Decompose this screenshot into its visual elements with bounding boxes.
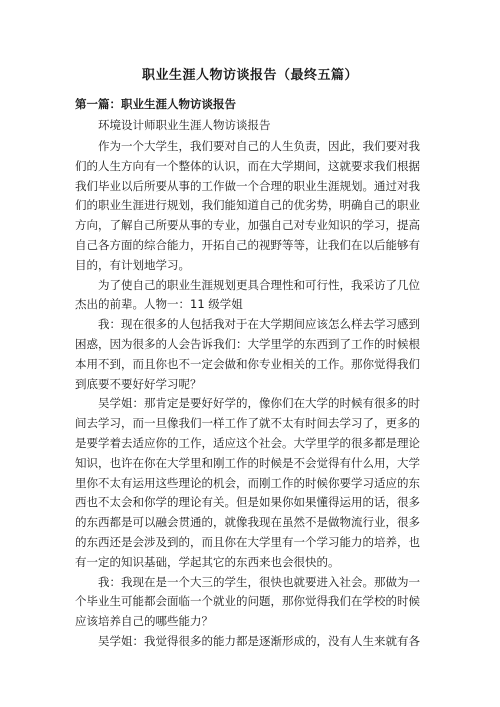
paragraph: [75, 632, 425, 652]
paragraph: [75, 573, 425, 632]
paragraph-line: 自己各方面的综合能力，开拓自己的视野等等，让我们在以后能够有: [75, 237, 420, 252]
paragraph: [75, 315, 425, 394]
paragraph-line: 我：我现在是一个大三的学生，很快也就要进入社会。那做为一: [98, 574, 420, 589]
paragraph-line: 我：现在很多的人包括我对于在大学期间应该怎么样去学习感到: [98, 317, 420, 332]
paragraph-line: 有一定的知识基础，学起其它的东西来也会很快的。: [75, 554, 340, 569]
paragraph-line: 应该培养自己的哪些能力？: [75, 614, 213, 629]
sub-heading: 环境设计师职业生涯人物访谈报告: [98, 118, 271, 132]
paragraph-line: 吴学姐：那肯定是要好好学的，像你们在大学的时候有很多的时: [98, 396, 420, 411]
paragraph-line: 本用不到，而且你也不一定会做和你专业相关的工作。那你觉得我们: [75, 356, 420, 371]
paragraph-line: 个毕业生可能都会面临一个就业的问题，那你觉得我们在学校的时候: [75, 594, 420, 609]
paragraph-line: 知识，也许在你在大学里和刚工作的时候是不会觉得有什么用，大学: [75, 455, 420, 470]
paragraph-line: 杰出的前辈。人物一：11 级学姐: [75, 297, 243, 312]
paragraph-line: 为了使自己的职业生涯规划更具合理性和可行性，我采访了几位: [98, 277, 420, 292]
paragraph: [75, 394, 425, 572]
paragraph: [75, 137, 425, 276]
paragraph-line: 们的职业生涯进行规划，我们能知道自己的优劣势，明确自己的职业: [75, 198, 420, 213]
paragraph-line: 困惑，因为很多的人会告诉我们：大学里学的东西到了工作的时候根: [75, 336, 420, 351]
document-body: [75, 137, 425, 652]
paragraph-line: 里你不太有运用这些理论的机会，而刚工作的时候你要学习适应的东: [75, 475, 420, 490]
paragraph: [75, 276, 425, 316]
paragraph-line: 吴学姐：我觉得很多的能力都是逐渐形成的，没有人生来就有各: [98, 633, 420, 648]
paragraph-line: 间去学习，而一旦像我们一样工作了就不太有时间去学习了，更多的: [75, 416, 420, 431]
paragraph-line: 的东西还是会涉及到的，而且你在大学里有一个学习能力的培养，也: [75, 534, 420, 549]
paragraph-line: 作为一个大学生，我们要对自己的人生负责，因此，我们要对我: [98, 139, 420, 153]
paragraph-line: 的东西都是可以融会贯通的，就像我现在虽然不是做物流行业，很多: [75, 515, 420, 530]
paragraph-line: 目的，有计划地学习。: [75, 257, 190, 272]
paragraph-line: 是要学着去适应你的工作，适应这个社会。大学里学的很多都是理论: [75, 435, 420, 450]
document-title: 职业生涯人物访谈报告（最终五篇）: [141, 68, 358, 83]
paragraph-line: 们的人生方向有一个整体的认识，而在大学期间，这就要求我们根据: [75, 158, 420, 173]
paragraph-line: 西也不太会和你学的理论有关。但是如果你如果懂得运用的话，很多: [75, 495, 420, 510]
paragraph-line: 到底要不要好好学习呢？: [75, 376, 202, 391]
section-heading: 第一篇：职业生涯人物访谈报告: [75, 97, 236, 111]
paragraph-line: 我们毕业以后所要从事的工作做一个合理的职业生涯规划。通过对我: [75, 178, 420, 193]
paragraph-line: 方向，了解自己所要从事的专业，加强自己对专业知识的学习，提高: [75, 218, 420, 233]
